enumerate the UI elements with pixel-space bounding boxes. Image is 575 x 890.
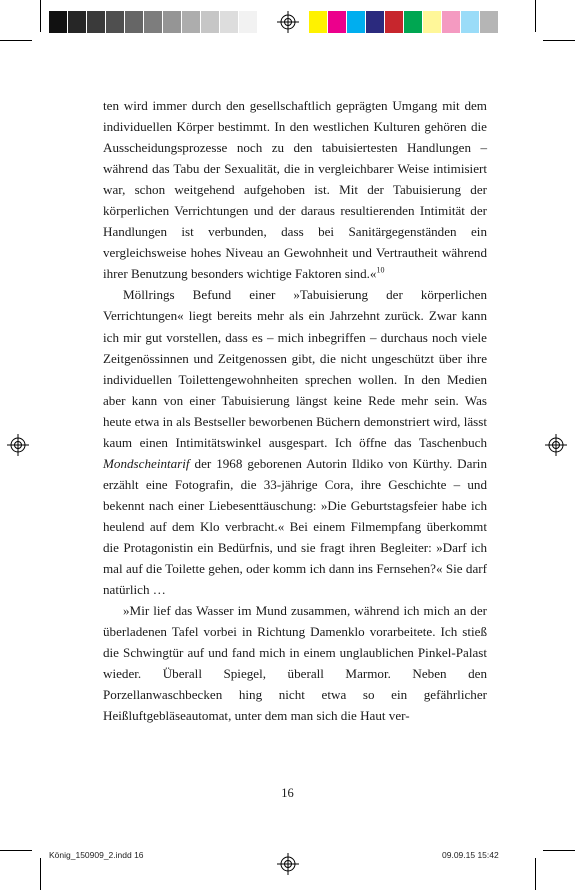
color-swatch <box>461 11 480 33</box>
paragraph <box>103 95 487 284</box>
color-swatch <box>125 11 144 33</box>
color-swatch <box>328 11 347 33</box>
color-swatch <box>106 11 125 33</box>
color-swatch <box>309 11 328 33</box>
paragraph-text: »Mir lief das Wasser im Mund zusammen, während ich mich an der überladenen Tafel vorbei in Richtung Damenklo vorarbeitete. Ich stieß die Schwingtür auf und fand mich in einem unglaublichen Pinkel-Palast wieder. Überall Spiegel, überall Marmor. Neben den Porzellanwaschbecken hing nicht etwa so ein gefährlicher Heißluftgebläseautomat, unter dem man sich die Haut ver- <box>103 603 487 724</box>
color-swatch <box>68 11 87 33</box>
paragraph-text: ten wird immer durch den gesellschaftlich geprägten Umgang mit dem individuellen Körper bestimmt. In den westlichen Kulturen gehören die Ausscheidungsprozesse noch zu den tabuisiertesten Handlungen – während das Tabu der Sexualität, die in vergleichbarer Weise intimisiert war, schon weitgehend aufgehoben ist. Mit der Tabuisierung der körperlichen Verrichtungen und der daraus resultierenden Intimität der Handlungen ist verbunden, dass bei Sanitärgegenständen ein vergleichsweise hohes Niveau an Gewohnheit und Vertrautheit während ihrer Benutzung besonders wichtige Faktoren sind.« <box>103 98 487 282</box>
paragraph <box>103 284 487 600</box>
registration-mark-icon <box>545 434 567 456</box>
color-swatch <box>144 11 163 33</box>
color-swatch <box>404 11 423 33</box>
crop-mark-bottom-right-h <box>543 850 575 851</box>
color-swatch <box>423 11 442 33</box>
crop-mark-top-right-h <box>543 40 575 41</box>
slug-file-name: König_150909_2.indd 16 <box>49 850 144 860</box>
crop-mark-bottom-right-v <box>535 858 536 890</box>
color-swatch <box>182 11 201 33</box>
crop-mark-top-left-h <box>0 40 32 41</box>
crop-mark-bottom-left-v <box>40 858 41 890</box>
paragraph <box>103 600 487 726</box>
color-swatch <box>239 11 258 33</box>
color-swatch <box>49 11 68 33</box>
book-title: Mondscheintarif <box>103 455 190 471</box>
paragraph-text: Möllrings Befund einer »Tabuisierung der körperlichen Verrichtungen« liegt bereits mehr als ein Jahrzehnt zurück. Zwar kann ich mir gut vorstellen, dass es – mich inbegriffen – durchaus noch viele Zeitgenössinnen und Zeitgenossen gibt, die nicht ungeschützt über ihre individuellen Toilettengewohnheiten sprechen wollen. In den Medien aber kann von einer Tabuisierung längst keine Rede mehr sein. Was heute etwa in als Bestseller beworbenen Büchern demonstriert wird, lässt kaum einen Intimitätswinkel ausgespart. Ich öffne das Taschenbuch <box>103 287 487 450</box>
process-color-bar <box>309 11 499 33</box>
color-swatch <box>201 11 220 33</box>
color-swatch <box>163 11 182 33</box>
gray-color-bar <box>49 11 258 33</box>
color-swatch <box>480 11 499 33</box>
color-swatch <box>347 11 366 33</box>
registration-mark-icon <box>7 434 29 456</box>
registration-mark-icon <box>277 853 299 875</box>
page-number: 16 <box>281 786 294 800</box>
crop-mark-top-left-v <box>40 0 41 32</box>
paragraph-text: der 1968 geborenen Autorin Ildiko von Kürthy. Darin erzählt eine Fotografin, die 33-jährige Cora, ihre Geschichte – und bekennt nach einer Liebesenttäuschung: »Die Geburtstagsfeier habe ich heulend auf dem Klo verbracht.« Bei einem Filmempfang überkommt die Protagonistin ein Bedürfnis, und sie fragt ihren Begleiter: »Darf ich mal auf die Toilette gehen, oder komm ich dann ins Fernsehen?« Sie darf natürlich … <box>103 455 487 598</box>
crop-mark-bottom-left-h <box>0 850 32 851</box>
slug-date-time: 09.09.15 15:42 <box>442 850 499 860</box>
color-swatch <box>442 11 461 33</box>
footnote-reference: 10 <box>376 266 385 276</box>
color-swatch <box>366 11 385 33</box>
crop-mark-top-right-v <box>535 0 536 32</box>
color-swatch <box>87 11 106 33</box>
registration-mark-icon <box>277 11 299 33</box>
color-swatch <box>385 11 404 33</box>
color-swatch <box>220 11 239 33</box>
body-text <box>103 95 487 726</box>
